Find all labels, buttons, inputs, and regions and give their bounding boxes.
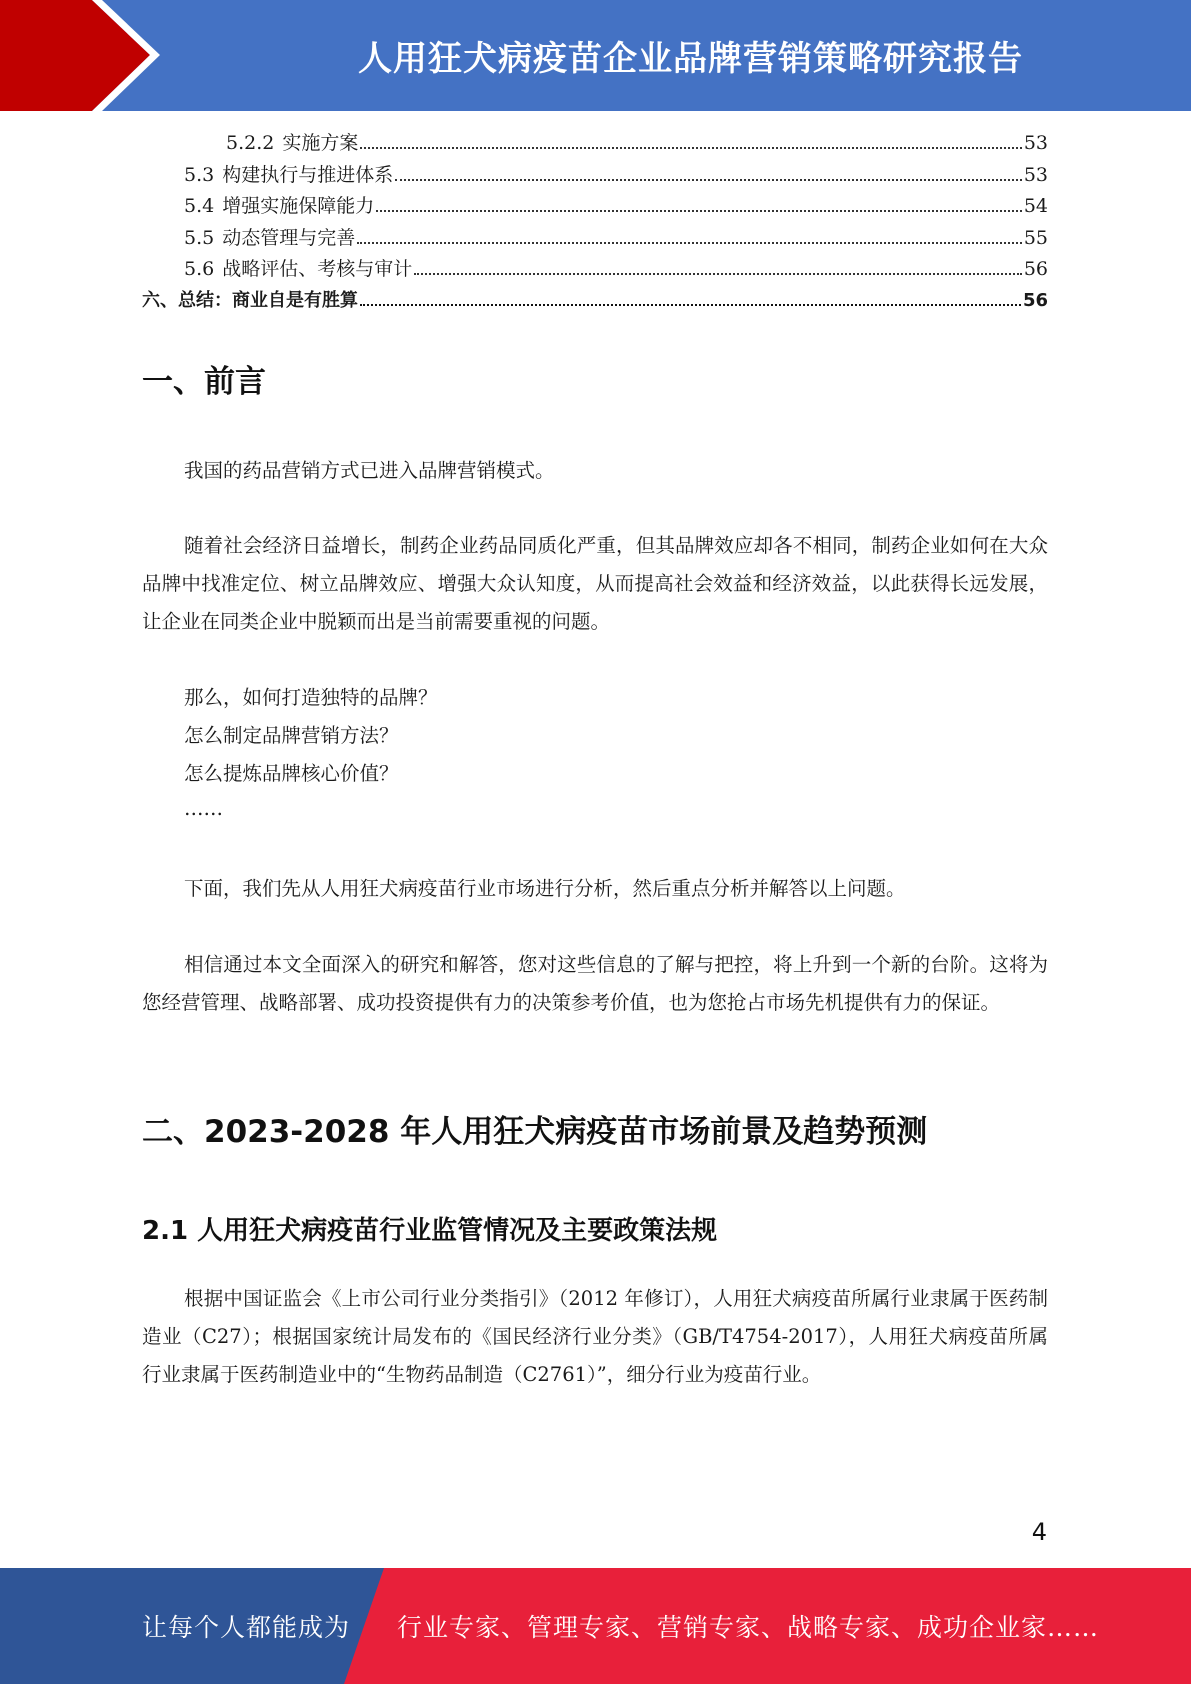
- ellipsis-line: ……: [184, 797, 223, 820]
- toc-entry[interactable]: [142, 160, 1048, 192]
- toc-entry[interactable]: [142, 128, 1048, 160]
- paragraph: 相信通过本文全面深入的研究和解答，您对这些信息的了解与把控，将上升到一个新的台阶。这将为您经营管理、战略部署、成功投资提供有力的决策参考价值，也为您抢占市场先机提供有力的保证。: [142, 953, 1048, 1014]
- toc-entry-number: 5.4: [184, 195, 215, 217]
- toc-entry[interactable]: [142, 191, 1048, 223]
- table-of-contents: [142, 128, 1048, 317]
- toc-entry-title: 实施方案: [282, 132, 359, 154]
- footer-banner: [0, 1568, 1191, 1684]
- toc-leader-dots: [357, 242, 1022, 244]
- toc-leader-dots: [414, 273, 1022, 275]
- toc-entry-title: 增强实施保障能力: [222, 195, 375, 217]
- footer-slogan-right: 行业专家、管理专家、营销专家、战略专家、成功企业家……: [397, 1613, 1100, 1642]
- toc-leader-dots: [360, 147, 1021, 149]
- question-line: 怎么制定品牌营销方法？: [184, 724, 399, 747]
- toc-entry[interactable]: [142, 254, 1048, 286]
- toc-entry-page: 53: [1023, 132, 1048, 154]
- toc-entry-page: 53: [1023, 163, 1048, 186]
- report-title: 人用狂犬病疫苗企业品牌营销策略研究报告: [358, 39, 1023, 79]
- toc-leader-dots: [395, 179, 1022, 181]
- section-heading-preface: 一、前言: [142, 364, 266, 400]
- paragraph: 下面，我们先从人用狂犬病疫苗行业市场进行分析，然后重点分析并解答以上问题。: [184, 877, 906, 900]
- toc-entry-page: 56: [1023, 258, 1048, 280]
- toc-entry-page: 54: [1023, 195, 1048, 217]
- subsection-heading: 2.1 人用狂犬病疫苗行业监管情况及主要政策法规: [142, 1216, 718, 1246]
- toc-entry-title: 六、总结：商业自是有胜算: [142, 289, 358, 311]
- toc-leader-dots: [376, 210, 1022, 212]
- question-line: 怎么提炼品牌核心价值？: [184, 762, 399, 785]
- toc-entry-page: 55: [1023, 226, 1048, 249]
- toc-entry-number: 5.6: [184, 258, 215, 280]
- toc-entry-title: 动态管理与完善: [222, 226, 356, 249]
- question-line: 那么，如何打造独特的品牌？: [184, 686, 438, 709]
- paragraph: 随着社会经济日益增长，制药企业药品同质化严重，但其品牌效应却各不相同，制药企业如何在大众品牌中找准定位、树立品牌效应、增强大众认知度，从而提高社会效益和经济效益，以此获得长远发展，让企业在同类企业中脱颖而出是当前需要重视的问题。: [142, 534, 1048, 633]
- paragraph: 根据中国证监会《上市公司行业分类指引》（2012 年修订），人用狂犬病疫苗所属行业隶属于医药制造业（C27）；根据国家统计局发布的《国民经济行业分类》（GB/T4754-2017），人用狂犬病疫苗所属行业隶属于医药制造业中的“生物药品制造（C2761）”，细分行业为疫苗行业。: [142, 1287, 1048, 1386]
- toc-entry-number: 5.5: [184, 226, 215, 249]
- toc-entry-page: 56: [1022, 289, 1048, 311]
- footer-slogan-left: 让每个人都能成为: [142, 1613, 351, 1642]
- toc-entry[interactable]: [142, 286, 1048, 318]
- toc-entry[interactable]: [142, 223, 1048, 255]
- toc-leader-dots: [360, 304, 1021, 306]
- header-banner: [0, 0, 1191, 111]
- page-number: 4: [1031, 1518, 1047, 1546]
- paragraph: 我国的药品营销方式已进入品牌营销模式。: [184, 459, 555, 482]
- toc-entry-title: 构建执行与推进体系: [222, 163, 394, 186]
- toc-entry-number: 5.3: [184, 163, 215, 186]
- toc-entry-title: 战略评估、考核与审计: [222, 258, 413, 280]
- section-heading-market-outlook: 二、2023-2028 年人用狂犬病疫苗市场前景及趋势预测: [142, 1114, 928, 1150]
- toc-entry-number: 5.2.2: [226, 132, 275, 154]
